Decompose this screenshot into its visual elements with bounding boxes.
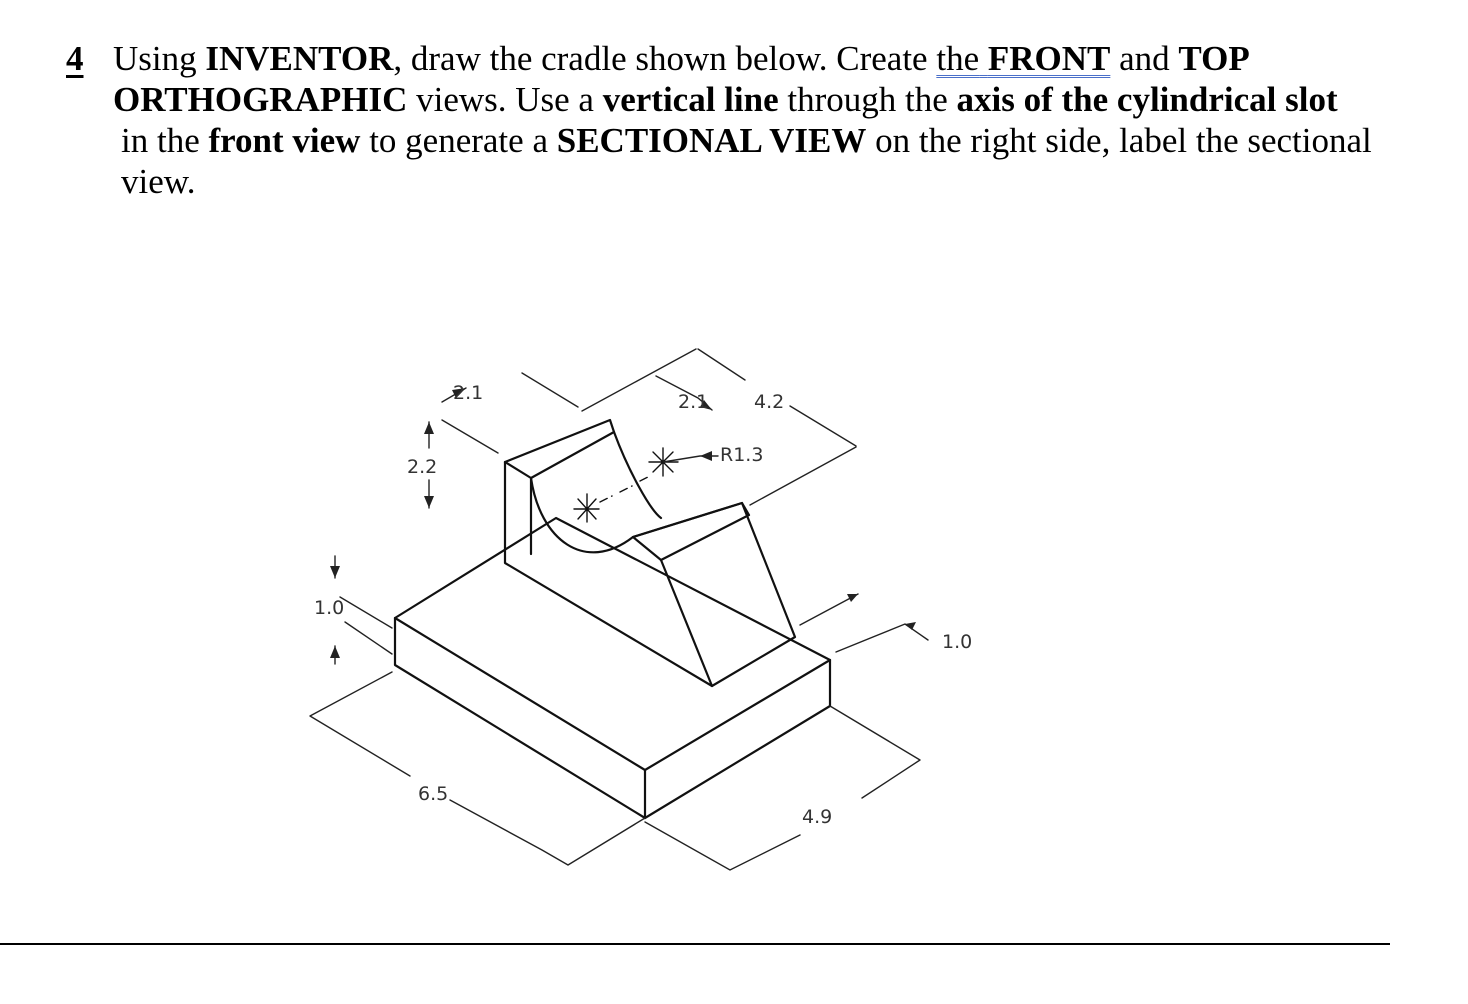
dim-4-2-line <box>698 349 856 505</box>
question-text-fragment: through the <box>778 80 957 119</box>
base-right-face <box>645 660 830 818</box>
dim-label-6-5: 6.5 <box>418 783 449 805</box>
keyword-top: TOP <box>1178 39 1250 78</box>
dim-label-4-9: 4.9 <box>802 806 833 828</box>
question-text-fragment: view. <box>121 162 196 201</box>
keyword-sectional-view: SECTIONAL VIEW <box>556 121 867 160</box>
dim-label-4-2: 4.2 <box>754 391 785 413</box>
arrow-head <box>330 646 340 658</box>
upright-right-block-top <box>633 503 749 560</box>
question-text-fragment: to generate a <box>360 121 557 160</box>
dim-label-2-2: 2.2 <box>407 456 438 478</box>
keyword-front: FRONT <box>987 39 1111 78</box>
keyword-orthographic: ORTHOGRAPHIC <box>113 80 408 119</box>
underlined-word-the: the <box>936 39 980 78</box>
dim-label-1-0-left: 1.0 <box>314 597 345 619</box>
question-text-fragment: views. Use a <box>407 80 603 119</box>
arrow-head <box>700 451 712 461</box>
question-number: 4 <box>66 39 84 78</box>
upright-front-face <box>505 462 795 686</box>
keyword-vertical-line: vertical line <box>602 80 779 119</box>
dim-1-0-right-line <box>800 594 928 652</box>
arrow-head <box>424 496 434 508</box>
cylindrical-slot-back-arc <box>614 432 661 518</box>
question-text-fragment: and <box>1110 39 1179 78</box>
base-top-face <box>395 518 830 770</box>
dim-label-1-0-right: 1.0 <box>942 631 973 653</box>
dim-4-9-line <box>645 706 920 870</box>
arrow-head <box>330 566 340 578</box>
question-text-fragment: , draw the cradle shown below. Create <box>393 39 937 78</box>
question-text-fragment: Using <box>113 39 206 78</box>
keyword-inventor: INVENTOR <box>205 39 394 78</box>
arrow-head <box>847 594 858 602</box>
dim-label-r1-3: R1.3 <box>720 444 764 466</box>
slot-center-mark-front <box>574 494 599 522</box>
slot-axis-centerline <box>600 476 650 502</box>
upright-left-block-top <box>505 420 614 478</box>
dim-6-5-line <box>310 672 645 865</box>
question-text-fragment: in the <box>121 121 209 160</box>
dim-label-2-1-slot: 2.1 <box>678 391 709 413</box>
arrow-head <box>424 422 434 434</box>
answer-line-divider <box>0 943 1390 945</box>
keyword-front-view: front view <box>208 121 361 160</box>
question-text-fragment: on the right side, label the sectional <box>866 121 1372 160</box>
dim-label-2-1-top: 2.1 <box>453 382 484 404</box>
upright-right-block-inner <box>661 560 712 686</box>
keyword-axis-of-slot: axis of the cylindrical slot <box>956 80 1338 119</box>
